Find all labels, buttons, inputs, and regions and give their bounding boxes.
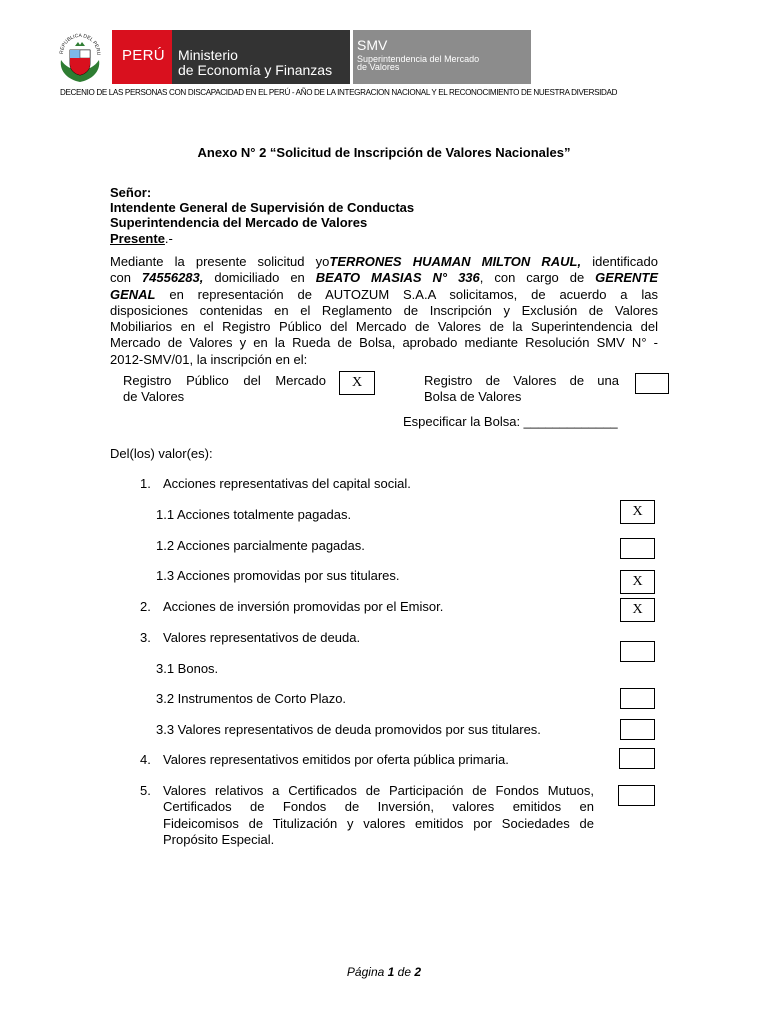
peru-coat-of-arms-icon <box>55 30 105 84</box>
salutation: Señor: <box>110 185 152 200</box>
ministry-line1: Ministerio <box>178 47 238 63</box>
item2-checkbox[interactable] <box>620 598 655 622</box>
page-total: 2 <box>414 965 422 979</box>
applicant-position1: GERENTE <box>595 270 658 286</box>
peru-brand-band <box>112 30 172 84</box>
bolsa-register-checkbox[interactable] <box>635 373 669 394</box>
checkbox-mark: X <box>632 574 643 589</box>
emblem-lettering: REPUBLICA DEL PERU <box>58 32 102 56</box>
applicant-id: 74556283, <box>141 270 204 286</box>
checkbox-mark: X <box>351 375 363 390</box>
item3-2-text: 3.2 Instrumentos de Corto Plazo. <box>156 691 347 706</box>
item3-2-checkbox[interactable] <box>620 688 655 709</box>
item2-number: 2. <box>140 599 151 614</box>
smv-title: SMV <box>357 37 388 53</box>
item3-text: Valores representativos de deuda. <box>163 630 361 645</box>
ministry-brand-band <box>172 30 350 84</box>
item3-1-text: 3.1 Bonos. <box>156 661 219 676</box>
item3-3-checkbox[interactable] <box>620 719 655 740</box>
addressee-line2: Superintendencia del Mercado de Valores <box>110 215 368 230</box>
page-number: 1 <box>387 965 395 979</box>
presente-line <box>110 231 173 247</box>
item3-1-checkbox[interactable] <box>620 641 655 662</box>
item5-checkbox[interactable] <box>618 785 655 806</box>
addressee-line1: Intendente General de Supervisión de Conductas <box>110 200 415 215</box>
item2-text: Acciones de inversión promovidas por el Emisor. <box>163 599 444 614</box>
public-register-label: Registro Público del Mercado de Valores <box>123 373 326 404</box>
item1-1-checkbox[interactable] <box>620 500 655 524</box>
item1-number: 1. <box>140 476 151 491</box>
item3-3-text: 3.3 Valores representativos de deuda promovidos por sus titulares. <box>156 722 541 737</box>
item5-text: Valores relativos a Certificados de Participación de Fondos Mutuos, Certificados de Fondos de Inversión, valores emitidos en Fideicomisos de Titulización y valores emitidos por Sociedades de Propósito Especial. <box>163 783 594 847</box>
page-footer <box>0 965 768 979</box>
decade-banner-text: DECENIO DE LAS PERSONAS CON DISCAPACIDAD EN EL PERÚ - AÑO DE LA INTEGRACION NACIONAL Y EL RECONOCIMIENTO DE NUESTRA DIVERSIDAD <box>60 88 618 97</box>
bolsa-register-label: Registro de Valores de una Bolsa de Valores <box>424 373 619 404</box>
item1-3-checkbox[interactable] <box>620 570 655 594</box>
item4-number: 4. <box>140 752 151 767</box>
item1-2-text: 1.2 Acciones parcialmente pagadas. <box>156 538 365 553</box>
item1-text: Acciones representativas del capital social. <box>163 476 411 491</box>
checkbox-mark: X <box>632 504 643 519</box>
item4-checkbox[interactable] <box>619 748 655 769</box>
of-word: de <box>397 965 412 979</box>
item1-3-text: 1.3 Acciones promovidas por sus titulares. <box>156 568 400 583</box>
applicant-address: BEATO MASIAS N° 336 <box>315 270 480 286</box>
para-line1: Mediante la presente solicitud yoTERRONES HUAMAN MILTON RAUL, identificado <box>110 254 658 269</box>
para-line2: con 74556283, domiciliado en BEATO MASIAS N° 336, con cargo de GERENTE <box>110 270 658 286</box>
values-label: Del(los) valor(es): <box>110 446 213 461</box>
applicant-position2: GENAL <box>110 286 156 302</box>
request-paragraph <box>110 254 658 368</box>
checkbox-mark: X <box>632 602 643 617</box>
presente-word: Presente <box>110 231 165 246</box>
para-line4: disposiciones contenidas en el Reglamento de Inscripción y Exclusión de Valores <box>110 302 658 318</box>
specify-bolsa-field[interactable]: Especificar la Bolsa: _____________ <box>403 414 618 429</box>
item1-2-checkbox[interactable] <box>620 538 655 559</box>
para-line7: 2012-SMV/01, la inscripción en el: <box>110 351 308 367</box>
presente-suffix: .- <box>164 231 173 246</box>
peru-label: PERÚ <box>122 47 165 64</box>
para-line6: Mercado de Valores y en la Rueda de Bolsa, aprobado mediante Resolución SMV N° - <box>110 335 658 351</box>
document-title: Anexo N° 2 “Solicitud de Inscripción de Valores Nacionales” <box>197 145 571 160</box>
para-line3: GENAL en representación de AUTOZUM S.A.A solicitamos, de acuerdo a las <box>110 286 658 302</box>
applicant-name: TERRONES HUAMAN MILTON RAUL, <box>329 254 582 269</box>
page-word: Página <box>346 965 385 979</box>
item1-1-text: 1.1 Acciones totalmente pagadas. <box>156 507 352 522</box>
smv-brand-band <box>353 30 531 84</box>
item4-text: Valores representativos emitidos por oferta pública primaria. <box>163 752 509 767</box>
para-line5: Mobiliarios en el Registro Público del Mercado de Valores de la Superintendencia del <box>110 319 658 335</box>
item5-number: 5. <box>140 783 151 798</box>
smv-subtitle-line1: Superintendencia del Mercado <box>357 54 480 64</box>
item3-number: 3. <box>140 630 151 645</box>
ministry-line2: de Economía y Finanzas <box>178 62 333 78</box>
public-register-checkbox[interactable] <box>339 371 375 395</box>
smv-subtitle-line2: de Valores <box>357 62 400 72</box>
